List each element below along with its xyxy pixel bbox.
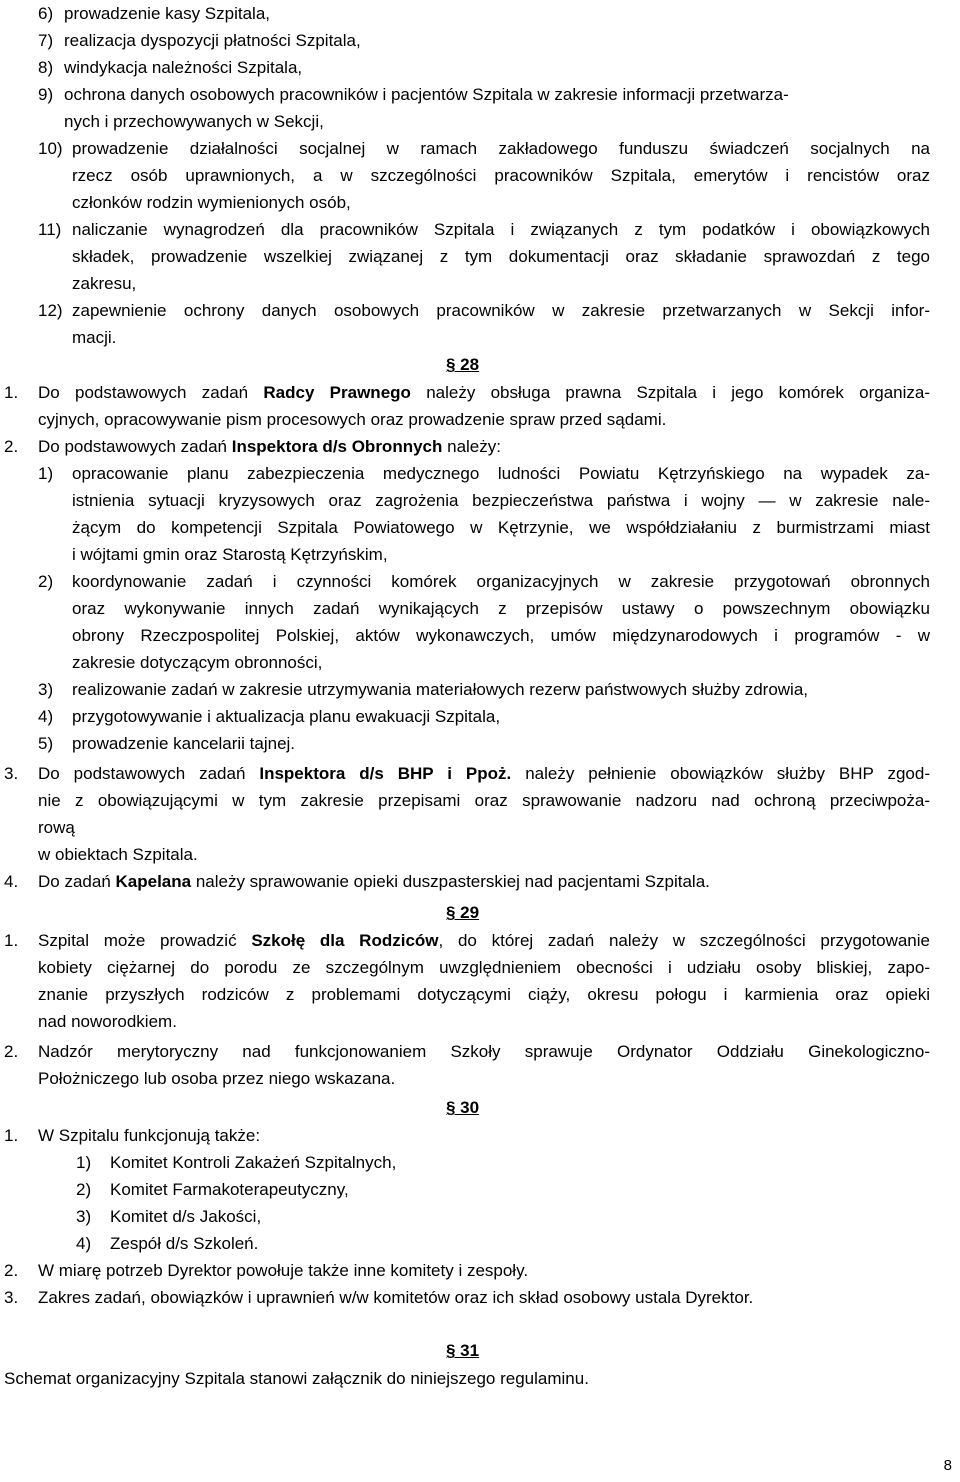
list-item-text: nych i przechowywanych w Sekcji, [64,112,324,131]
list-item-text: żącym do kompetencji Szpitala Powiatowego w Kętrzynie, we współdziałaniu z burmistrzami miast [72,518,930,537]
list-item-text: zakresie dotyczącym obronności, [72,653,323,672]
paragraph-number: 2. [4,1261,19,1280]
list-item-text: opracowanie planu zabezpieczenia medycznego ludności Powiatu Kętrzyńskiego na wypadek za- [72,464,930,483]
paragraph-text: Do zadań Kapelana należy sprawowanie opieki duszpasterskiej nad pacjentami Szpitala. [38,872,710,891]
list-item-text: składek, prowadzenie wszelkiej związanej z tym dokumentacji oraz składanie sprawozdań z tego [72,247,930,266]
paragraph-text: rową [38,818,75,837]
list-item-text: Komitet Kontroli Zakażeń Szpitalnych, [110,1153,397,1172]
page-number: 8 [943,1457,952,1474]
paragraph-number: 1. [4,931,19,950]
paragraph-text: Do podstawowych zadań Inspektora d/s Obronnych należy: [38,437,501,456]
paragraph-number: 1. [4,1126,19,1145]
paragraph-text: nad noworodkiem. [38,1012,177,1031]
list-number: 9) [38,85,54,104]
paragraph-text: Szpital może prowadzić Szkołę dla Rodziców, do której zadań należy w szczególności przygotowanie [38,931,930,950]
list-number: 2) [38,572,54,591]
list-item-text: ochrona danych osobowych pracowników i pacjentów Szpitala w zakresie informacji przetwarza- [64,85,789,104]
list-item-text: koordynowanie zadań i czynności komórek organizacyjnych w zakresie przygotowań obronnych [72,572,930,591]
list-item-text: rzecz osób uprawnionych, a w szczególności pracowników Szpitala, emerytów i rencistów oraz [72,166,930,185]
paragraph-number: 4. [4,872,19,891]
list-number: 12) [38,301,63,320]
paragraph-text: Nadzór merytoryczny nad funkcjonowaniem Szkoły sprawuje Ordynator Oddziału Ginekologiczno- [38,1042,930,1061]
list-number: 3) [76,1207,92,1226]
paragraph-text: Do podstawowych zadań Radcy Prawnego należy obsługa prawna Szpitala i jego komórek organiza- [38,383,930,402]
list-item-text: prowadzenie kancelarii tajnej. [72,734,296,753]
paragraph-number: 2. [4,437,19,456]
list-item-text: przygotowywanie i aktualizacja planu ewakuacji Szpitala, [72,707,501,726]
list-item-text: prowadzenie kasy Szpitala, [64,4,271,23]
section-heading: § 28 [446,355,480,374]
paragraph-text: Zakres zadań, obowiązków i uprawnień w/w komitetów oraz ich skład osobowy ustala Dyrektor. [38,1288,754,1307]
list-number: 11) [38,220,62,239]
paragraph-text: W Szpitalu funkcjonują także: [38,1126,261,1145]
paragraph-text: W miarę potrzeb Dyrektor powołuje także inne komitety i zespoły. [38,1261,529,1280]
paragraph-text: nie z obowiązującymi w tym zakresie przepisami oraz sprawowanie nadzoru nad ochroną przeciwpoża- [38,791,930,810]
list-item-text: naliczanie wynagrodzeń dla pracowników Szpitala i związanych z tym podatków i obowiązkowych [72,220,930,239]
paragraph-text: Schemat organizacyjny Szpitala stanowi załącznik do niniejszego regulaminu. [4,1369,589,1388]
list-item-text: zapewnienie ochrony danych osobowych pracowników w zakresie przetwarzanych w Sekcji infor- [72,301,930,320]
list-number: 5) [38,734,54,753]
section-heading: § 29 [446,903,480,922]
paragraph-number: 3. [4,764,19,783]
list-item-text: windykacja należności Szpitala, [64,58,303,77]
list-number: 4) [76,1234,92,1253]
list-number: 2) [76,1180,92,1199]
list-item-text: realizacja dyspozycji płatności Szpitala, [64,31,361,50]
list-number: 4) [38,707,54,726]
paragraph-text: kobiety ciężarnej do porodu ze szczególnym uwzględnieniem obecności i udziału osoby bliskiej, zapo- [38,958,930,977]
list-item-text: obrony Rzeczpospolitej Polskiej, aktów wykonawczych, umów międzynarodowych i programów - w [72,626,930,645]
list-number: 7) [38,31,54,50]
list-item-text: Komitet d/s Jakości, [110,1207,262,1226]
paragraph-text: w obiektach Szpitala. [38,845,198,864]
list-item-text: Komitet Farmakoterapeutyczny, [110,1180,349,1199]
paragraph-number: 2. [4,1042,19,1061]
list-item-text: prowadzenie działalności socjalnej w ramach zakładowego funduszu świadczeń socjalnych na [72,139,930,158]
list-item-text: członków rodzin wymienionych osób, [72,193,351,212]
list-number: 6) [38,4,54,23]
list-number: 1) [76,1153,92,1172]
paragraph-text: Położniczego lub osoba przez niego wskazana. [38,1069,396,1088]
list-item-text: realizowanie zadań w zakresie utrzymywania materiałowych rezerw państwowych służby zdrowia, [72,680,809,699]
list-item-text: zakresu, [72,274,137,293]
list-number: 10) [38,139,63,158]
list-item-text: oraz wykonywanie innych zadań wynikających z przepisów ustawy o powszechnym obowiązku [72,599,930,618]
list-item-text: i wójtami gmin oraz Starostą Kętrzyńskim, [72,545,388,564]
paragraph-text: znanie przyszłych rodziców z problemami dotyczącymi ciąży, okresu połogu i karmienia oraz opieki [38,985,930,1004]
paragraph-number: 1. [4,383,19,402]
list-item-text: istnienia sytuacji kryzysowych oraz zagrożenia bezpieczeństwa państwa i wojny — w zakresie nale- [72,491,930,510]
list-number: 8) [38,58,54,77]
paragraph-number: 3. [4,1288,19,1307]
paragraph-text: cyjnych, opracowywanie pism procesowych oraz prowadzenie spraw przed sądami. [38,410,667,429]
paragraph-text: Do podstawowych zadań Inspektora d/s BHP i Ppoż. należy pełnienie obowiązków służby BHP zgod- [38,764,931,783]
list-item-text: Zespół d/s Szkoleń. [110,1234,259,1253]
section-heading: § 30 [446,1098,480,1117]
section-heading: § 31 [446,1341,480,1360]
list-number: 1) [38,464,54,483]
list-number: 3) [38,680,54,699]
list-item-text: macji. [72,328,117,347]
